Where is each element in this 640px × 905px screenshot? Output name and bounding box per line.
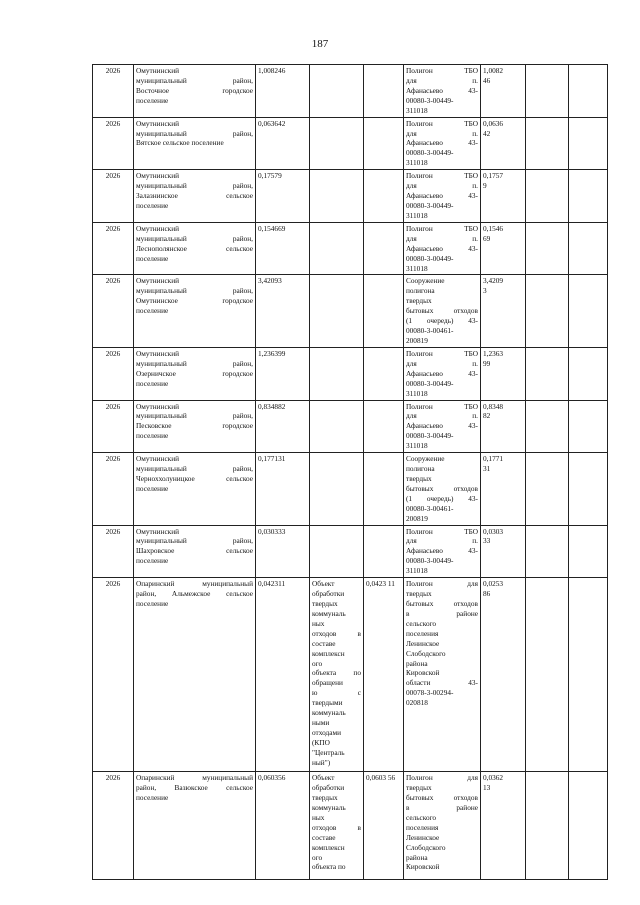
processing-mass-cell bbox=[364, 65, 404, 118]
processing-mass-cell: 0,0423 11 bbox=[364, 578, 404, 772]
processing-object-cell bbox=[310, 525, 364, 578]
destination-cell-line: сельского bbox=[406, 812, 437, 822]
destination-cell-line: Полигон для bbox=[406, 773, 478, 783]
mass-cell: 3,42093 bbox=[256, 275, 310, 347]
destination-mass-line: 46 bbox=[483, 75, 491, 85]
table-row bbox=[93, 65, 608, 118]
destination-cell-line: 311018 bbox=[406, 441, 428, 451]
table-row bbox=[93, 578, 608, 772]
processing-object-cell-line: комплексн bbox=[312, 648, 345, 658]
empty-cell bbox=[569, 222, 608, 275]
processing-object-cell-line: обработки bbox=[312, 783, 345, 793]
destination-cell-line: Слободского bbox=[406, 648, 446, 658]
empty-cell bbox=[569, 453, 608, 525]
territory-cell-line: муниципальный район, bbox=[136, 358, 253, 368]
table-row bbox=[93, 170, 608, 223]
destination-cell bbox=[404, 525, 481, 578]
processing-mass-cell bbox=[364, 347, 404, 400]
territory-cell-line: Леснополянское сельское bbox=[136, 243, 253, 253]
destination-cell-line: Полигон ТБО bbox=[406, 348, 478, 358]
destination-mass-line: 33 bbox=[483, 536, 491, 546]
empty-cell bbox=[569, 525, 608, 578]
destination-cell-line: для п. bbox=[406, 128, 478, 138]
processing-object-cell-line: "Централь bbox=[312, 747, 345, 757]
territory-cell-line: муниципальный район, bbox=[136, 181, 253, 191]
processing-object-cell-line: комплексн bbox=[312, 842, 345, 852]
territory-cell-line: Залазнинское сельское bbox=[136, 191, 253, 201]
territory-cell-line: Омутнинский bbox=[136, 223, 180, 233]
destination-cell bbox=[404, 170, 481, 223]
destination-cell-line: Кировской bbox=[406, 668, 440, 678]
destination-cell-line: в районе bbox=[406, 608, 478, 618]
destination-cell-line: для п. bbox=[406, 233, 478, 243]
destination-cell-line: поселения bbox=[406, 822, 439, 832]
destination-cell-line: Полигон ТБО bbox=[406, 66, 478, 75]
destination-cell-line: 00078-3-00294- bbox=[406, 688, 454, 698]
destination-mass-line: 86 bbox=[483, 589, 491, 599]
mass-cell: 0,177131 bbox=[256, 453, 310, 525]
processing-object-cell bbox=[310, 65, 364, 118]
territory-cell-line: Омутнинский bbox=[136, 401, 180, 411]
destination-cell-line: (1 очередь) 43- bbox=[406, 493, 478, 503]
destination-mass-line: 0,8348 bbox=[483, 401, 504, 411]
destination-cell-line: 00080-3-00449- bbox=[406, 431, 454, 441]
processing-object-cell-line: твердых bbox=[312, 599, 338, 609]
destination-cell-line: 00080-3-00449- bbox=[406, 253, 454, 263]
destination-cell-line: Кировской bbox=[406, 862, 440, 872]
destination-cell-line: (1 очередь) 43- bbox=[406, 316, 478, 326]
territory-cell bbox=[134, 347, 256, 400]
territory-cell-line: Черноххолуницкое сельское bbox=[136, 473, 253, 483]
destination-mass-cell bbox=[481, 772, 526, 880]
empty-cell bbox=[526, 65, 569, 118]
destination-cell-line: Полигон ТБО bbox=[406, 118, 478, 128]
table-row bbox=[93, 275, 608, 347]
territory-cell-line: Озерничское городское bbox=[136, 368, 253, 378]
processing-object-cell-line: ных bbox=[312, 812, 325, 822]
destination-cell-line: 00080-3-00461- bbox=[406, 326, 454, 336]
territory-cell-line: поселение bbox=[136, 431, 169, 441]
waste-flow-table bbox=[92, 64, 608, 880]
processing-object-cell bbox=[310, 222, 364, 275]
territory-cell bbox=[134, 772, 256, 880]
destination-cell-line: 00080-3-00449- bbox=[406, 556, 454, 566]
table-row bbox=[93, 400, 608, 453]
territory-cell bbox=[134, 65, 256, 118]
mass-cell: 0,063642 bbox=[256, 117, 310, 170]
destination-cell bbox=[404, 578, 481, 772]
destination-mass-line: 0,1757 bbox=[483, 171, 504, 181]
year-cell: 2026 bbox=[93, 772, 134, 880]
destination-cell-line: полигона bbox=[406, 286, 435, 296]
destination-mass-line: 82 bbox=[483, 411, 491, 421]
destination-mass-line: 99 bbox=[483, 358, 491, 368]
table-row bbox=[93, 525, 608, 578]
destination-cell-line: Полигон ТБО bbox=[406, 223, 478, 233]
territory-cell-line: поселение bbox=[136, 599, 169, 609]
territory-cell bbox=[134, 170, 256, 223]
processing-object-cell-line: отходов в bbox=[312, 628, 361, 638]
territory-cell-line: муниципальный район, bbox=[136, 75, 253, 85]
destination-cell-line: Сооружение bbox=[406, 276, 445, 286]
processing-object-cell-line: коммуналь bbox=[312, 608, 346, 618]
territory-cell-line: Шахровское сельское bbox=[136, 546, 253, 556]
destination-cell-line: твердых bbox=[406, 296, 432, 306]
processing-mass-cell bbox=[364, 275, 404, 347]
empty-cell bbox=[526, 578, 569, 772]
page-number: 187 bbox=[311, 38, 329, 50]
territory-cell-line: муниципальный район, bbox=[136, 128, 253, 138]
empty-cell bbox=[526, 222, 569, 275]
destination-mass-line: 13 bbox=[483, 783, 491, 793]
processing-mass-cell bbox=[364, 170, 404, 223]
destination-cell-line: 311018 bbox=[406, 105, 428, 115]
destination-mass-line: 0,1546 bbox=[483, 223, 504, 233]
processing-mass-cell: 0,0603 56 bbox=[364, 772, 404, 880]
destination-cell-line: для п. bbox=[406, 75, 478, 85]
processing-object-cell-line: Объект bbox=[312, 773, 335, 783]
destination-mass-cell bbox=[481, 170, 526, 223]
destination-cell-line: Афанасьево 43- bbox=[406, 138, 478, 148]
destination-mass-cell bbox=[481, 400, 526, 453]
destination-cell-line: Афанасьево 43- bbox=[406, 243, 478, 253]
destination-cell-line: твердых bbox=[406, 783, 432, 793]
destination-cell-line: бытовых отходов bbox=[406, 483, 478, 493]
territory-cell-line: Омутнинское городское bbox=[136, 296, 253, 306]
mass-cell: 1,008246 bbox=[256, 65, 310, 118]
destination-cell-line: Полигон ТБО bbox=[406, 401, 478, 411]
destination-mass-line: 1,0082 bbox=[483, 66, 504, 75]
destination-mass-cell bbox=[481, 275, 526, 347]
year-cell: 2026 bbox=[93, 275, 134, 347]
destination-cell-line: Ленинское bbox=[406, 832, 440, 842]
destination-cell-line: 00080-3-00449- bbox=[406, 378, 454, 388]
destination-cell-line: Афанасьево 43- bbox=[406, 421, 478, 431]
destination-cell bbox=[404, 275, 481, 347]
processing-object-cell-line: отходами bbox=[312, 728, 342, 737]
destination-cell-line: Ленинское bbox=[406, 638, 440, 648]
destination-cell bbox=[404, 772, 481, 880]
destination-mass-cell bbox=[481, 525, 526, 578]
territory-cell-line: Омутнинский bbox=[136, 348, 180, 358]
destination-mass-cell bbox=[481, 453, 526, 525]
destination-cell-line: для п. bbox=[406, 181, 478, 191]
empty-cell bbox=[526, 117, 569, 170]
processing-object-cell-line: ных bbox=[312, 618, 325, 628]
processing-object-cell-line: ого bbox=[312, 658, 323, 668]
territory-cell-line: муниципальный район, bbox=[136, 464, 253, 474]
empty-cell bbox=[569, 347, 608, 400]
territory-cell-line: муниципальный район, bbox=[136, 411, 253, 421]
empty-cell bbox=[569, 65, 608, 118]
destination-cell-line: 311018 bbox=[406, 263, 428, 273]
table-row bbox=[93, 772, 608, 880]
destination-mass-cell bbox=[481, 65, 526, 118]
year-cell: 2026 bbox=[93, 347, 134, 400]
processing-mass-cell bbox=[364, 400, 404, 453]
destination-cell-line: сельского bbox=[406, 618, 437, 628]
territory-cell-line: Песковское городское bbox=[136, 421, 253, 431]
destination-cell-line: 311018 bbox=[406, 566, 428, 576]
destination-cell-line: 00080-3-00449- bbox=[406, 148, 454, 158]
territory-cell-line: район, Вазюкское сельское bbox=[136, 783, 253, 793]
territory-cell-line: Омутнинский bbox=[136, 118, 180, 128]
destination-cell-line: в районе bbox=[406, 802, 478, 812]
territory-cell bbox=[134, 222, 256, 275]
processing-object-cell-line: коммуналь bbox=[312, 708, 346, 718]
destination-cell-line: для п. bbox=[406, 358, 478, 368]
year-cell: 2026 bbox=[93, 222, 134, 275]
territory-cell bbox=[134, 453, 256, 525]
destination-cell bbox=[404, 400, 481, 453]
year-cell: 2026 bbox=[93, 578, 134, 772]
territory-cell bbox=[134, 275, 256, 347]
territory-cell-line: Восточное городское bbox=[136, 85, 253, 95]
processing-object-cell-line: ю с bbox=[312, 688, 361, 698]
processing-object-cell-line: (КПО bbox=[312, 737, 330, 747]
destination-cell-line: Слободского bbox=[406, 842, 446, 852]
destination-mass-cell bbox=[481, 222, 526, 275]
destination-cell bbox=[404, 453, 481, 525]
territory-cell-line: поселение bbox=[136, 483, 169, 493]
territory-cell-line: поселение bbox=[136, 793, 169, 803]
destination-mass-line: 0,0362 bbox=[483, 773, 504, 783]
mass-cell: 0,030333 bbox=[256, 525, 310, 578]
destination-cell-line: для п. bbox=[406, 411, 478, 421]
empty-cell bbox=[526, 772, 569, 880]
year-cell: 2026 bbox=[93, 453, 134, 525]
processing-mass-cell bbox=[364, 117, 404, 170]
year-cell: 2026 bbox=[93, 170, 134, 223]
territory-cell-line: Омутнинский bbox=[136, 171, 180, 181]
processing-object-cell-line: ный") bbox=[312, 757, 331, 767]
empty-cell bbox=[526, 400, 569, 453]
mass-cell: 0,834882 bbox=[256, 400, 310, 453]
territory-cell bbox=[134, 400, 256, 453]
processing-object-cell-line: твердыми bbox=[312, 698, 343, 708]
processing-object-cell-line: коммуналь bbox=[312, 802, 346, 812]
territory-cell-line: поселение bbox=[136, 306, 169, 316]
processing-object-cell-line: ого bbox=[312, 852, 323, 862]
processing-object-cell-line: твердых bbox=[312, 793, 338, 803]
destination-mass-line: 1,2363 bbox=[483, 348, 504, 358]
destination-cell-line: Сооружение bbox=[406, 454, 445, 464]
empty-cell bbox=[569, 400, 608, 453]
destination-cell-line: Афанасьево 43- bbox=[406, 546, 478, 556]
destination-cell-line: 00080-3-00449- bbox=[406, 200, 454, 210]
empty-cell bbox=[526, 275, 569, 347]
processing-object-cell-line: отходов в bbox=[312, 822, 361, 832]
destination-cell-line: бытовых отходов bbox=[406, 793, 478, 803]
processing-object-cell bbox=[310, 400, 364, 453]
destination-cell bbox=[404, 222, 481, 275]
empty-cell bbox=[526, 525, 569, 578]
destination-cell-line: Полигон для bbox=[406, 579, 478, 589]
empty-cell bbox=[569, 117, 608, 170]
territory-cell-line: поселение bbox=[136, 95, 169, 105]
territory-cell-line: поселение bbox=[136, 378, 169, 388]
processing-mass-cell bbox=[364, 222, 404, 275]
destination-mass-line: 9 bbox=[483, 181, 487, 191]
mass-cell: 0,17579 bbox=[256, 170, 310, 223]
territory-cell-line: поселение bbox=[136, 253, 169, 263]
empty-cell bbox=[569, 170, 608, 223]
territory-cell-line: Опаринский муниципальный bbox=[136, 773, 253, 783]
destination-mass-cell bbox=[481, 117, 526, 170]
destination-cell-line: бытовых отходов bbox=[406, 306, 478, 316]
processing-object-cell bbox=[310, 772, 364, 880]
mass-cell: 1,236399 bbox=[256, 347, 310, 400]
destination-cell-line: области 43- bbox=[406, 678, 478, 688]
territory-cell bbox=[134, 525, 256, 578]
destination-cell-line: Афанасьево 43- bbox=[406, 191, 478, 201]
territory-cell bbox=[134, 578, 256, 772]
destination-cell-line: твердых bbox=[406, 473, 432, 483]
processing-object-cell-line: составе bbox=[312, 638, 336, 648]
destination-mass-line: 42 bbox=[483, 128, 491, 138]
table-row bbox=[93, 347, 608, 400]
processing-mass-cell bbox=[364, 525, 404, 578]
territory-cell-line: район, Альмежское сельское bbox=[136, 589, 253, 599]
destination-mass-cell bbox=[481, 347, 526, 400]
destination-mass-cell bbox=[481, 578, 526, 772]
destination-cell bbox=[404, 347, 481, 400]
destination-cell-line: района bbox=[406, 658, 428, 668]
table-row bbox=[93, 117, 608, 170]
destination-cell-line: 020818 bbox=[406, 698, 428, 708]
destination-mass-line: 0,0253 bbox=[483, 579, 504, 589]
destination-cell bbox=[404, 117, 481, 170]
destination-cell-line: 200819 bbox=[406, 513, 428, 523]
destination-cell-line: Афанасьево 43- bbox=[406, 85, 478, 95]
destination-cell-line: района bbox=[406, 852, 428, 862]
territory-cell-line: Омутнинский bbox=[136, 454, 180, 464]
destination-cell-line: 200819 bbox=[406, 335, 428, 345]
territory-cell bbox=[134, 117, 256, 170]
processing-object-cell bbox=[310, 117, 364, 170]
territory-cell-line: поселение bbox=[136, 556, 169, 566]
territory-cell-line: Опаринский муниципальный bbox=[136, 579, 253, 589]
mass-cell: 0,154669 bbox=[256, 222, 310, 275]
processing-object-cell-line: составе bbox=[312, 832, 336, 842]
processing-object-cell-line: объекта по bbox=[312, 862, 346, 872]
empty-cell bbox=[526, 347, 569, 400]
destination-cell-line: полигона bbox=[406, 464, 435, 474]
destination-cell-line: Полигон ТБО bbox=[406, 171, 478, 181]
destination-cell bbox=[404, 65, 481, 118]
empty-cell bbox=[569, 275, 608, 347]
table-row bbox=[93, 453, 608, 525]
year-cell: 2026 bbox=[93, 117, 134, 170]
processing-object-cell bbox=[310, 453, 364, 525]
destination-cell-line: 311018 bbox=[406, 388, 428, 398]
mass-cell: 0,042311 bbox=[256, 578, 310, 772]
processing-object-cell-line: Объект bbox=[312, 579, 335, 589]
processing-object-cell bbox=[310, 170, 364, 223]
year-cell: 2026 bbox=[93, 400, 134, 453]
territory-cell-line: муниципальный район, bbox=[136, 536, 253, 546]
table-row bbox=[93, 222, 608, 275]
destination-mass-line: 31 bbox=[483, 464, 491, 474]
processing-object-cell-line: объекта по bbox=[312, 668, 361, 678]
destination-mass-line: 3 bbox=[483, 286, 487, 296]
destination-mass-line: 0,0303 bbox=[483, 526, 504, 536]
empty-cell bbox=[569, 772, 608, 880]
empty-cell bbox=[569, 578, 608, 772]
destination-cell-line: 311018 bbox=[406, 210, 428, 220]
destination-cell-line: 311018 bbox=[406, 158, 428, 168]
destination-cell-line: твердых bbox=[406, 589, 432, 599]
territory-cell-line: поселение bbox=[136, 200, 169, 210]
territory-cell-line: Омутнинский bbox=[136, 526, 180, 536]
processing-mass-cell bbox=[364, 453, 404, 525]
destination-mass-line: 69 bbox=[483, 233, 491, 243]
destination-mass-line: 0,1771 bbox=[483, 454, 504, 464]
territory-cell-line: муниципальный район, bbox=[136, 286, 253, 296]
territory-cell-line: Омутнинский bbox=[136, 66, 180, 75]
destination-cell-line: бытовых отходов bbox=[406, 599, 478, 609]
destination-cell-line: для п. bbox=[406, 536, 478, 546]
territory-cell-line: Омутнинский bbox=[136, 276, 180, 286]
processing-object-cell bbox=[310, 578, 364, 772]
destination-cell-line: поселения bbox=[406, 628, 439, 638]
destination-mass-line: 0,0636 bbox=[483, 118, 504, 128]
processing-object-cell bbox=[310, 275, 364, 347]
destination-cell-line: 00080-3-00461- bbox=[406, 503, 454, 513]
empty-cell bbox=[526, 453, 569, 525]
destination-cell-line: 00080-3-00449- bbox=[406, 95, 454, 105]
year-cell: 2026 bbox=[93, 65, 134, 118]
territory-cell-line: муниципальный район, bbox=[136, 233, 253, 243]
processing-object-cell bbox=[310, 347, 364, 400]
destination-cell-line: Полигон ТБО bbox=[406, 526, 478, 536]
year-cell: 2026 bbox=[93, 525, 134, 578]
mass-cell: 0,060356 bbox=[256, 772, 310, 880]
processing-object-cell-line: обработки bbox=[312, 589, 345, 599]
destination-cell-line: Афанасьево 43- bbox=[406, 368, 478, 378]
empty-cell bbox=[526, 170, 569, 223]
processing-object-cell-line: ными bbox=[312, 718, 330, 728]
destination-mass-line: 3,4209 bbox=[483, 276, 504, 286]
processing-object-cell-line: обращени bbox=[312, 678, 343, 688]
territory-cell-line: Вятское сельское поселение bbox=[136, 138, 224, 148]
